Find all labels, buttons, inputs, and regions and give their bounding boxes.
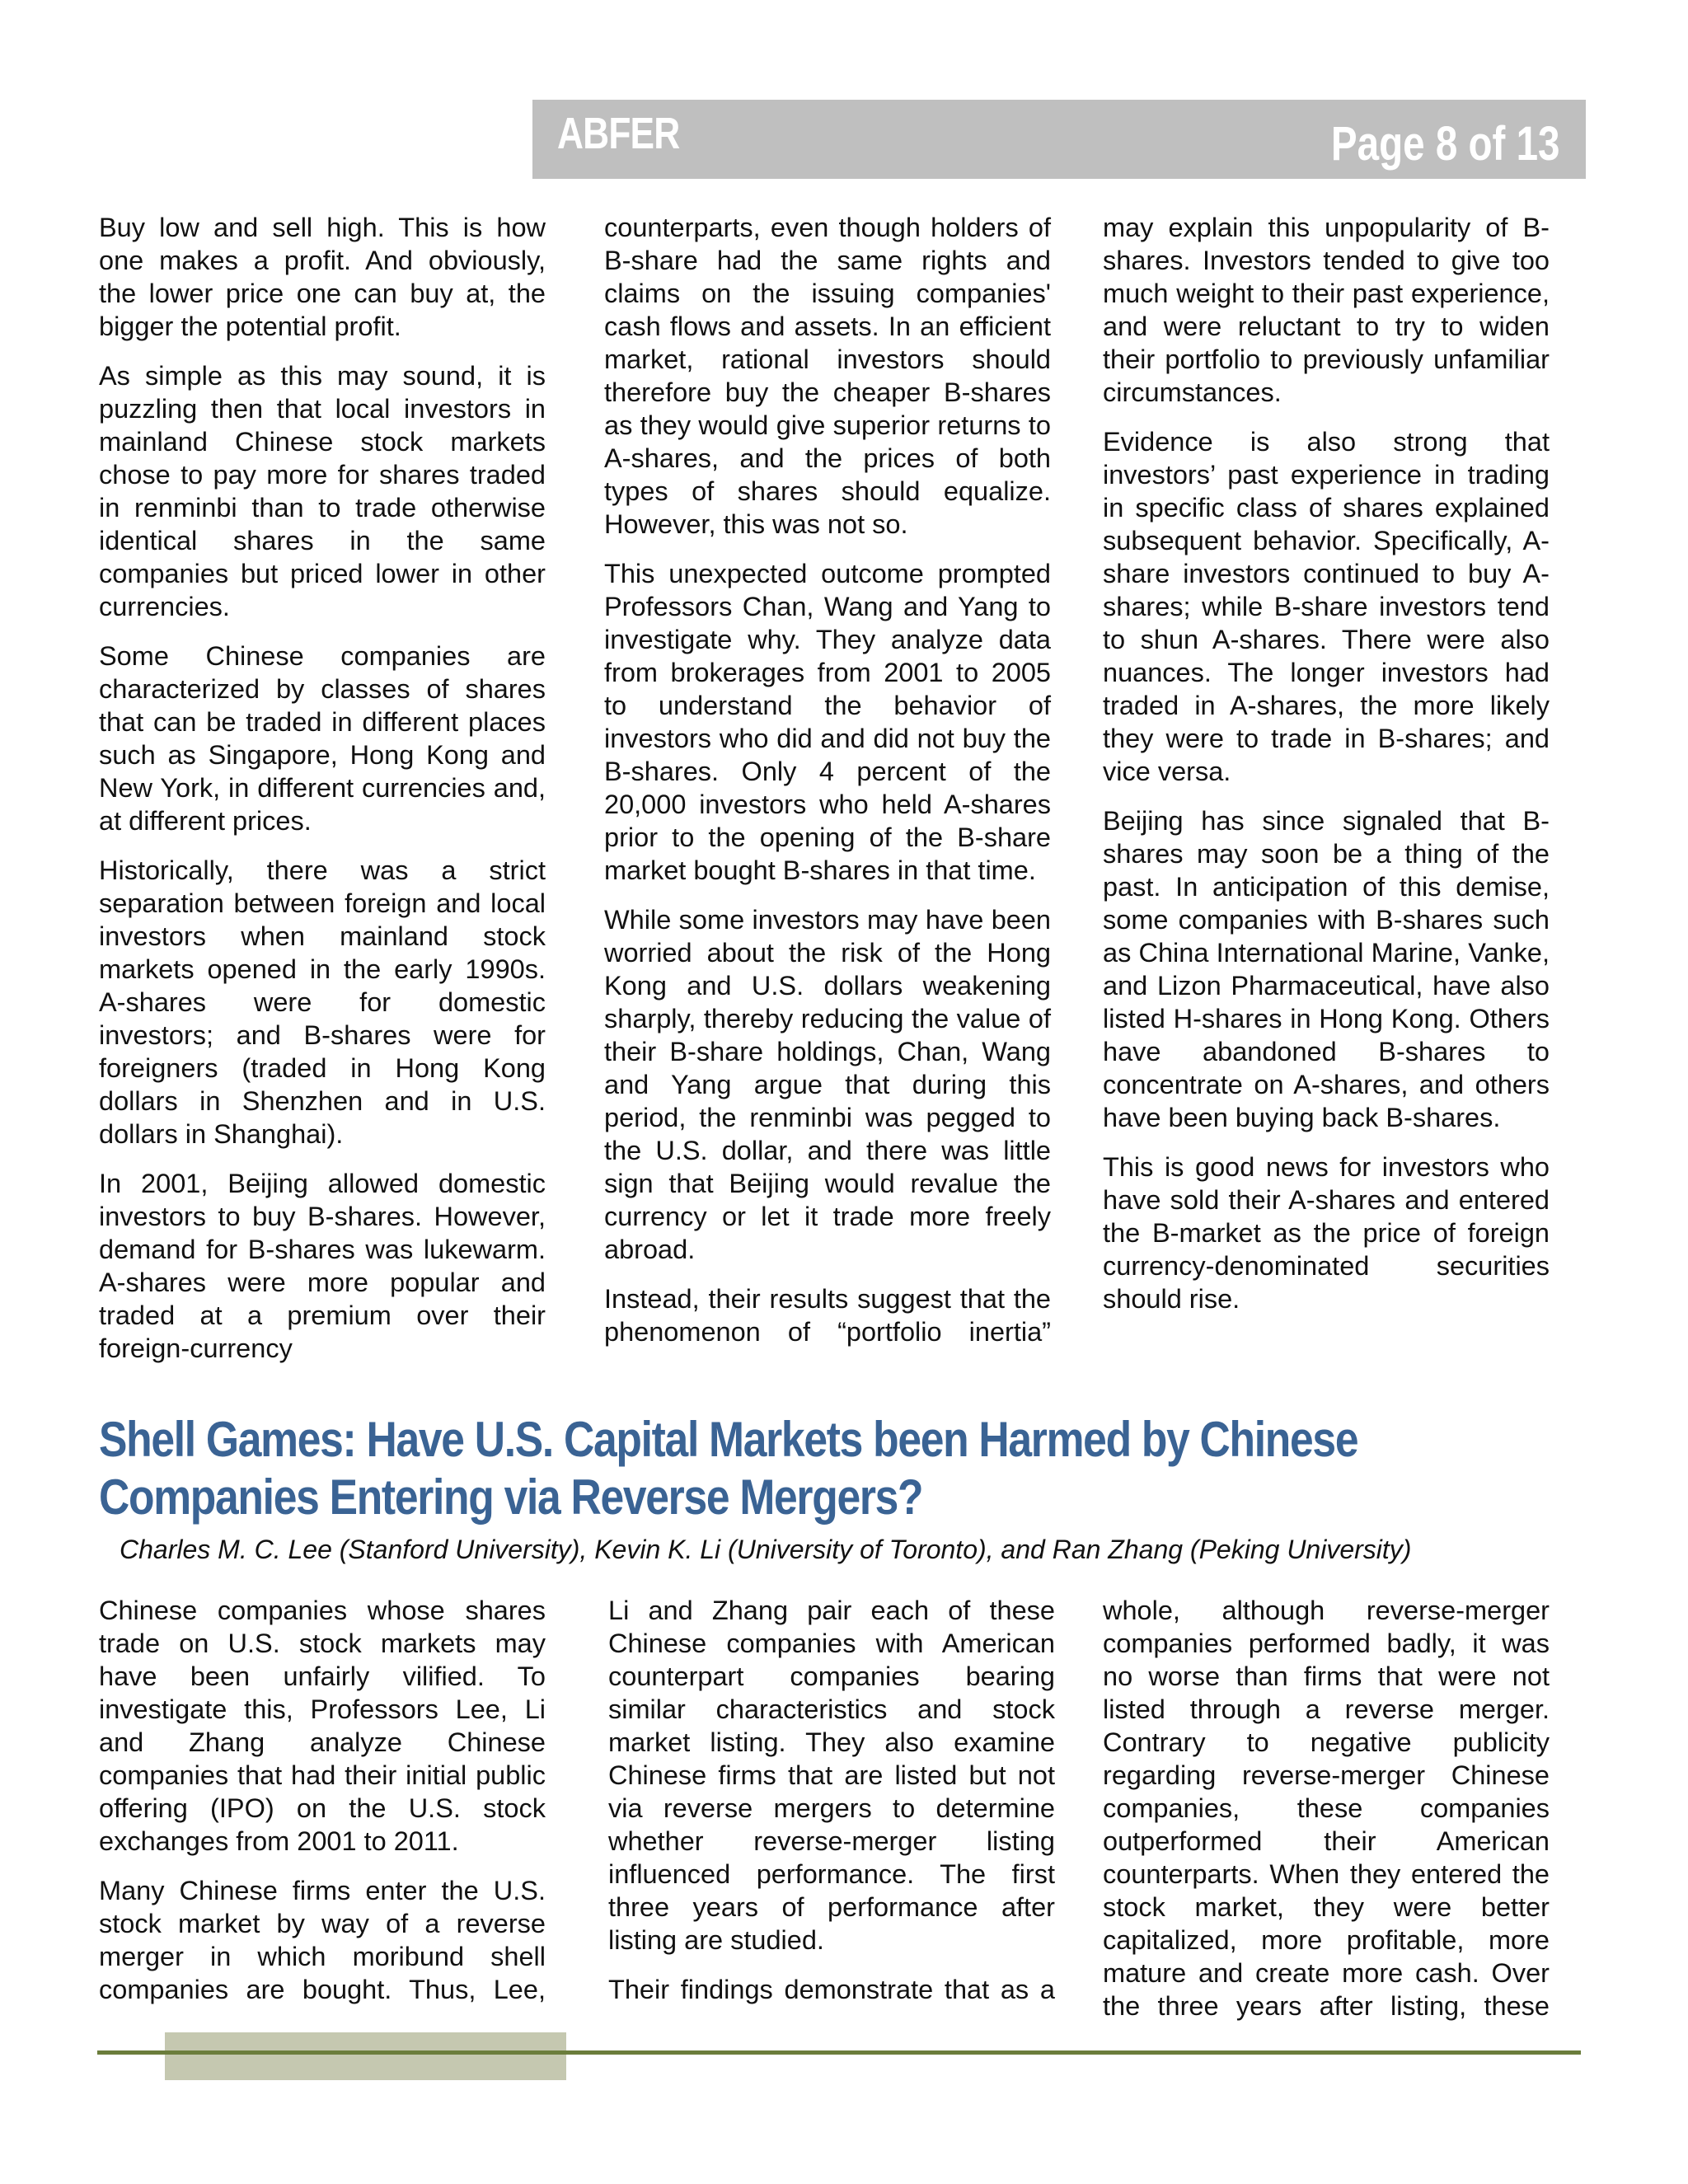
paragraph: Chinese companies whose shares trade on U.S. stock markets may have been unfairly vilified. To investigate this, Professors Lee, Li and Zhang analyze Chinese companies that had their initial public offering (IPO) on the U.S. stock exchanges from 2001 to 2011. (99, 1596, 546, 1856)
paragraph: Instead, their results suggest that the phenomenon of “portfolio inertia” (604, 1284, 1051, 1347)
article2-column-1 (99, 1594, 546, 2006)
header-bar (532, 100, 1586, 179)
paragraph: Buy low and sell high. This is how one makes a profit. And obviously, the lower price one can buy at, the bigger the potential profit. (99, 213, 546, 341)
brand-label: ABFER (557, 109, 680, 158)
paragraph: Li and Zhang pair each of these Chinese companies with American counterpart companies bearing similar characteristics and stock market listing. They also examine Chinese firms that are listed but not via reverse mergers to determine whether reverse-merger listing influenced performance. The first three years of performance after listing are studied. (608, 1596, 1055, 1955)
footer-accent-block (165, 2032, 566, 2080)
paragraph: In 2001, Beijing allowed domestic investors to buy B-shares. However, demand for B-shares was lukewarm. A-shares were more popular and traded at a premium over their foreign-currency (99, 1169, 546, 1363)
paragraph: Many Chinese firms enter the U.S. stock market by way of a reverse merger in which moribund shell companies are bought. Thus, Lee, (99, 1876, 546, 2004)
article2-title (99, 1411, 1573, 1526)
paragraph: whole, although reverse-merger companies performed badly, it was no worse than firms that were not listed through a reverse merger. Contrary to negative publicity regarding reverse-merger Chinese companies, these companies outperformed their American counterparts. When they entered the stock market, they were better capitalized, more profitable, more mature and create more cash. Over the three years after listing, these (1103, 1596, 1550, 2021)
paragraph: Evidence is also strong that investors’ past experience in trading in specific class of shares explained subsequent behavior. Specifically, A-share investors continued to buy A-shares; while B-share investors tend to shun A-shares. There were also nuances. The longer investors had traded in A-shares, the more likely they were to trade in B-shares; and vice versa. (1103, 427, 1550, 786)
article2-column-2 (608, 1594, 1055, 2006)
article2-title-line-2: Companies Entering via Reverse Mergers? (99, 1469, 923, 1525)
paragraph: While some investors may have been worried about the risk of the Hong Kong and U.S. dollars weakening sharply, thereby reducing the value of their B-share holdings, Chan, Wang and Yang argue that during this period, the renminbi was pegged to the U.S. dollar, and there was little sign that Beijing would revalue the currency or let it trade more freely abroad. (604, 905, 1051, 1264)
paragraph: counterparts, even though holders of B-share had the same rights and claims on the issuing companies' cash flows and assets. In an efficient market, rational investors should therefore buy the cheaper B-shares as they would give superior returns to A-shares, and the prices of both types of shares should equalize. However, this was not so. (604, 213, 1051, 539)
paragraph: Historically, there was a strict separation between foreign and local investors when mainland stock markets opened in the early 1990s. A-shares were for domestic investors; and B-shares were for foreigners (traded in Hong Kong dollars in Shenzhen and in U.S. dollars in Shanghai). (99, 855, 546, 1149)
article2-title-line-1: Shell Games: Have U.S. Capital Markets been Harmed by Chinese (99, 1412, 1358, 1467)
article1-column-2 (604, 211, 1051, 1348)
paragraph: Beijing has since signaled that B-shares may soon be a thing of the past. In anticipation of this demise, some companies with B-shares such as China International Marine, Vanke, and Lizon Pharmaceutical, have also listed H-shares in Hong Kong. Others have abandoned B-shares to concentrate on A-shares, and others have been buying back B-shares. (1103, 806, 1550, 1132)
footer-rule (97, 2050, 1581, 2055)
paragraph: Some Chinese companies are characterized by classes of shares that can be traded in different places such as Singapore, Hong Kong and New York, in different currencies and, at different prices. (99, 641, 546, 836)
paragraph: This is good news for investors who have sold their A-shares and entered the B-market as the price of foreign currency-denominated securities should rise. (1103, 1152, 1550, 1314)
article1-column-1 (99, 211, 546, 1365)
paragraph: Their findings demonstrate that as a (608, 1975, 1055, 2004)
article2-column-3 (1103, 1594, 1550, 2022)
paragraph: may explain this unpopularity of B-shares. Investors tended to give too much weight to their past experience, and were reluctant to try to widen their portfolio to previously unfamiliar circumstances. (1103, 213, 1550, 407)
paragraph: As simple as this may sound, it is puzzling then that local investors in mainland Chinese stock markets chose to pay more for shares traded in renminbi than to trade otherwise identical shares in the same companies but priced lower in other currencies. (99, 361, 546, 621)
page-number: Page 8 of 13 (1330, 117, 1559, 171)
article1-column-3 (1103, 211, 1550, 1315)
article2-authors: Charles M. C. Lee (Stanford University), Kevin K. Li (University of Toronto), and Ran Zhang (Peking University) (120, 1535, 1412, 1564)
paragraph: This unexpected outcome prompted Professors Chan, Wang and Yang to investigate why. They analyze data from brokerages from 2001 to 2005 to understand the behavior of investors who did and did not buy the B-shares. Only 4 percent of the 20,000 investors who held A-shares prior to the opening of the B-share market bought B-shares in that time. (604, 559, 1051, 885)
